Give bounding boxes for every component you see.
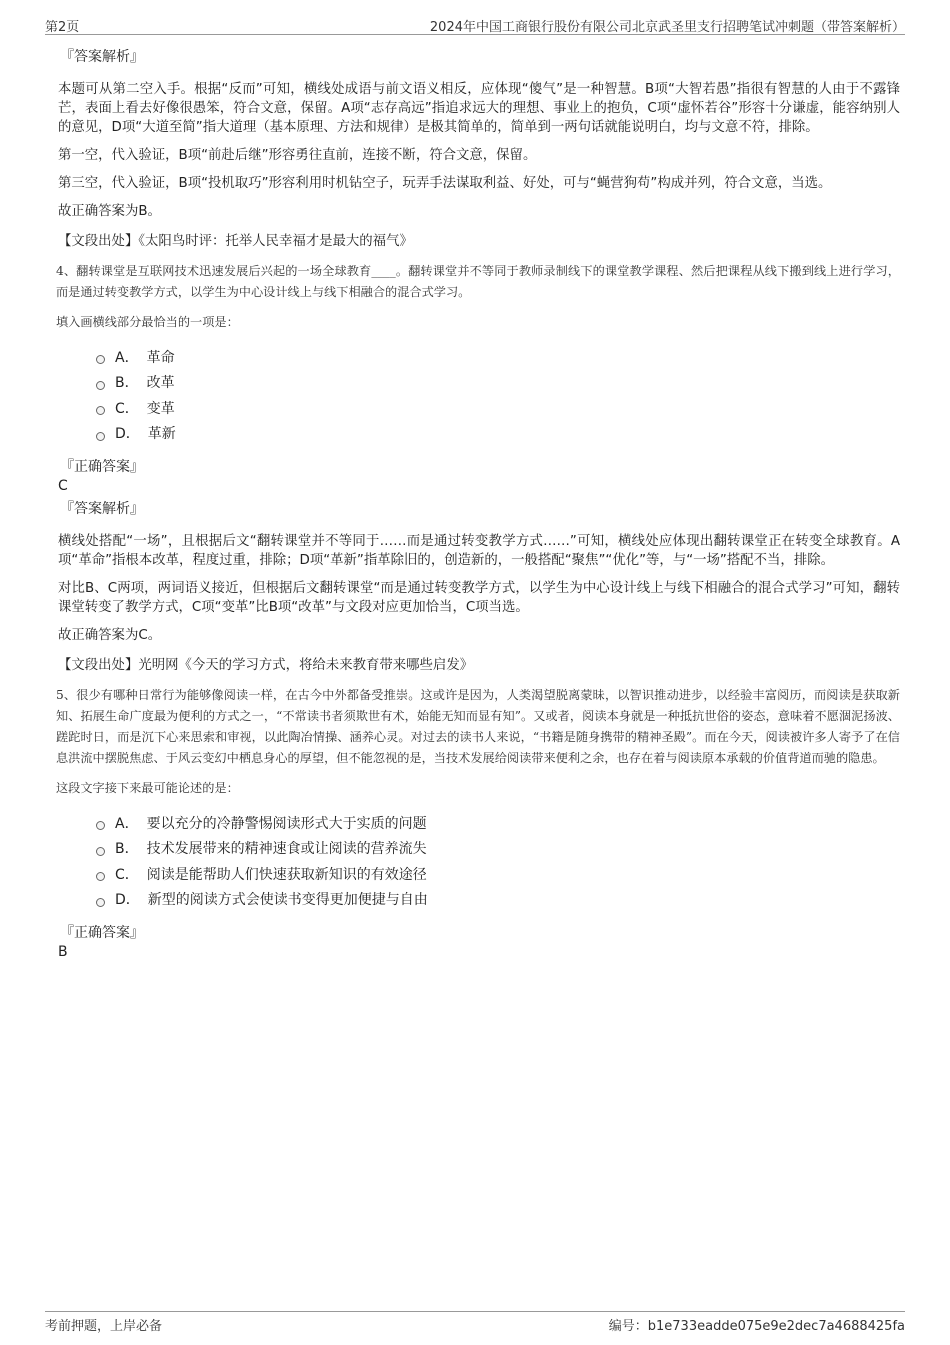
q3-analysis-paragraph: 故正确答案为B。 bbox=[58, 204, 161, 219]
option-letter: D． bbox=[115, 892, 140, 909]
document-id: 编号：b1e733eadde075e9e2dec7a4688425fa bbox=[608, 1319, 905, 1334]
q4-source: 【文段出处】光明网《今天的学习方式，将给未来教育带来哪些启发》 bbox=[58, 658, 474, 673]
q5-answer: B bbox=[58, 944, 68, 960]
q4-analysis-paragraph: 故正确答案为C。 bbox=[58, 628, 162, 643]
option-letter: A． bbox=[115, 349, 139, 366]
q5-prompt: 这段文字接下来最可能论述的是： bbox=[56, 781, 239, 795]
q4-analysis-paragraph: 横线处搭配“一场”，且根据后文“翻转课堂并不等同于……而是通过转变教学方式……”可知，横线处应体现出翻转课堂正在转变全球教育。A项“革命”指根本改革，程度过重，排除；D项“革新”指革除旧的，创造新的，一般搭配“聚焦”“优化”等，与“一场”搭配不当，排除。 bbox=[58, 534, 900, 568]
q5-answer-label: 『正确答案』 bbox=[60, 925, 144, 941]
radio-icon[interactable] bbox=[96, 406, 105, 415]
radio-icon[interactable] bbox=[96, 872, 105, 881]
option-letter: C． bbox=[115, 400, 139, 417]
radio-icon[interactable] bbox=[96, 432, 105, 441]
q4-prompt: 填入画横线部分最恰当的一项是： bbox=[56, 315, 239, 329]
option-letter: D． bbox=[115, 426, 140, 443]
option-text: 技术发展带来的精神速食或让阅读的营养流失 bbox=[146, 841, 427, 858]
option-text: 革命 bbox=[146, 349, 175, 366]
footer-slogan: 考前押题，上岸必备 bbox=[45, 1319, 163, 1334]
q4-option-a[interactable] bbox=[96, 344, 900, 370]
q5-option-b[interactable] bbox=[96, 836, 900, 862]
q4-options bbox=[96, 344, 900, 446]
radio-icon[interactable] bbox=[96, 355, 105, 364]
q4-answer-label: 『正确答案』 bbox=[60, 459, 144, 475]
option-text: 改革 bbox=[146, 375, 175, 392]
q5-option-a[interactable] bbox=[96, 810, 900, 836]
q4-analysis-label: 『答案解析』 bbox=[60, 501, 144, 517]
q4-option-b[interactable] bbox=[96, 370, 900, 396]
q4-question-text: 4、翻转课堂是互联网技术迅速发展后兴起的一场全球教育____。翻转课堂并不等同于教师录制线下的课堂教学课程、然后把课程从线下搬到线上进行学习，而是通过转变教学方式，以学生为中心设计线上与线下相融合的混合式学习。 bbox=[56, 264, 900, 299]
q3-analysis-paragraph: 本题可从第二空入手。根据“反而”可知，横线处成语与前文语义相反，应体现“傻气”是一种智慧。B项“大智若愚”指很有智慧的人由于不露锋芒，表面上看去好像很愚笨，符合文意，保留。A项“志存高远”指追求远大的理想、事业上的抱负，C项“虚怀若谷”形容十分谦虚，能容纳别人的意见，D项“大道至简”指大道理（基本原理、方法和规律）是极其简单的，简单到一两句话就能说明白，均与文意不符，排除。 bbox=[58, 82, 900, 135]
q4-answer: C bbox=[58, 478, 68, 494]
page-footer bbox=[45, 1311, 905, 1334]
page-header bbox=[45, 14, 905, 35]
option-text: 变革 bbox=[146, 400, 175, 417]
q3-analysis-paragraph: 第三空，代入验证，B项“投机取巧”形容利用时机钻空子，玩弄手法谋取利益、好处，可与“蝇营狗苟”构成并列，符合文意，当选。 bbox=[58, 176, 832, 191]
q4-option-c[interactable] bbox=[96, 395, 900, 421]
q5-question-text: 5、很少有哪种日常行为能够像阅读一样，在古今中外都备受推崇。这或许是因为，人类渴望脱离蒙昧，以智识推动进步，以经验丰富阅历，而阅读是获取新知、拓展生命广度最为便利的方式之一，“不常读书者须欺世有术，始能无知而显有知”。又或者，阅读本身就是一种抵抗世俗的姿态，意味着不愿涸泥扬波、蹉跎时日，而是沉下心来思索和审视，以此陶冶情操、涵养心灵。对过去的读书人来说，“书籍是随身携带的精神圣殿”。而在今天，阅读被许多人寄予了在信息洪流中摆脱焦虑、于风云变幻中栖息身心的厚望，但不能忽视的是，当技术发展给阅读带来便利之余，也存在着与阅读原本承载的价值背道而驰的隐患。 bbox=[56, 688, 900, 765]
option-text: 要以充分的冷静警惕阅读形式大于实质的问题 bbox=[146, 815, 427, 832]
radio-icon[interactable] bbox=[96, 898, 105, 907]
option-text: 新型的阅读方式会使读书变得更加便捷与自由 bbox=[147, 892, 428, 909]
document-title: 2024年中国工商银行股份有限公司北京武圣里支行招聘笔试冲刺题（带答案解析） bbox=[429, 20, 905, 35]
option-letter: B． bbox=[115, 841, 139, 858]
q4-option-d[interactable] bbox=[96, 421, 900, 447]
q3-analysis-paragraph: 第一空，代入验证，B项“前赴后继”形容勇往直前，连接不断，符合文意，保留。 bbox=[58, 148, 537, 163]
radio-icon[interactable] bbox=[96, 847, 105, 856]
option-letter: B． bbox=[115, 375, 139, 392]
q3-analysis-label: 『答案解析』 bbox=[60, 49, 144, 65]
q3-source: 【文段出处】《太阳鸟时评：托举人民幸福才是最大的福气》 bbox=[58, 234, 413, 249]
page-number: 第2页 bbox=[45, 20, 80, 35]
radio-icon[interactable] bbox=[96, 381, 105, 390]
option-text: 阅读是能帮助人们快速获取新知识的有效途径 bbox=[146, 866, 427, 883]
q5-options bbox=[96, 810, 900, 912]
radio-icon[interactable] bbox=[96, 821, 105, 830]
option-text: 革新 bbox=[147, 426, 176, 443]
q5-option-c[interactable] bbox=[96, 861, 900, 887]
option-letter: C． bbox=[115, 866, 139, 883]
q5-option-d[interactable] bbox=[96, 887, 900, 913]
document-content bbox=[56, 44, 900, 964]
q4-analysis-paragraph: 对比B、C两项，两词语义接近，但根据后文翻转课堂“而是通过转变教学方式，以学生为中心设计线上与线下相融合的混合式学习”可知，翻转课堂转变了教学方式，C项“变革”比B项“改革”与文段对应更加恰当，C项当选。 bbox=[58, 581, 900, 615]
option-letter: A． bbox=[115, 815, 139, 832]
